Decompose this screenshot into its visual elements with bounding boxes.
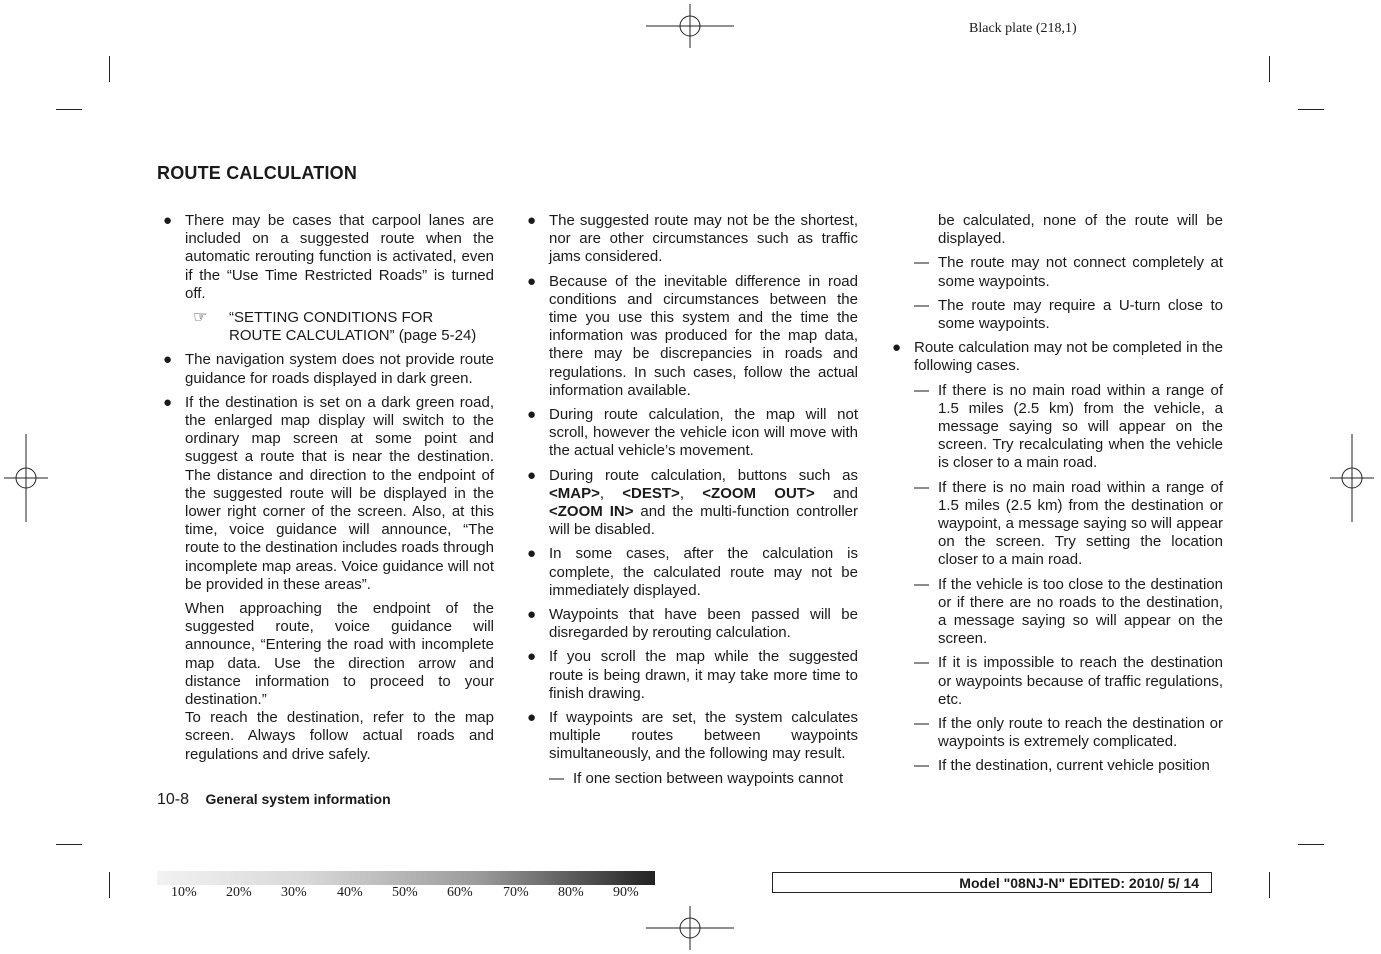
scale-label: 60% xyxy=(447,885,473,900)
key-zoom-out: <ZOOM OUT> xyxy=(702,484,815,502)
sub-item: — If there is no main road within a range of 1.5 miles (2.5 km) from the vehicle, a message saying so will appear on the screen. Try recalculating when the vehicle is closer to a main road. xyxy=(914,381,1223,472)
list-item: ● In some cases, after the calculation is complete, the calculated route may not be immediately displayed. xyxy=(527,545,858,599)
scale-label: 40% xyxy=(337,885,363,900)
key-map: <MAP> xyxy=(549,484,600,502)
registration-mark-icon xyxy=(4,434,48,522)
model-info-box: Model "08NJ-N" EDITED: 2010/ 5/ 14 xyxy=(772,872,1212,893)
list-item: ● If waypoints are set, the system calculates multiple routes between waypoints simultaneously, and the following may result. xyxy=(527,709,858,763)
key-zoom-in: <ZOOM IN> xyxy=(549,503,634,521)
list-item: ● If you scroll the map while the suggested route is being drawn, it may take more time to finish drawing. xyxy=(527,648,858,702)
sub-item: — The route may require a U-turn close to some waypoints. xyxy=(914,296,1223,333)
sub-item: — If the vehicle is too close to the destination or if there are no roads to the destination, a message saying so will appear on the screen. xyxy=(914,575,1223,648)
scale-label: 80% xyxy=(558,885,584,900)
scale-label: 10% xyxy=(171,885,197,900)
scale-label: 20% xyxy=(226,885,252,900)
list-item: ● The suggested route may not be the shortest, nor are other circumstances such as traffic jams considered. xyxy=(527,212,858,266)
paragraph: To reach the destination, refer to the map screen. Always follow actual roads and regulations and drive safely. xyxy=(185,709,494,763)
list-item: ● The navigation system does not provide route guidance for roads displayed in dark green. xyxy=(163,351,494,387)
scale-label: 50% xyxy=(392,885,418,900)
list-item: ● During route calculation, buttons such as <MAP>, <DEST>, <ZOOM OUT> and <ZOOM IN> and the multi-function controller will be disabled. xyxy=(527,466,858,539)
sub-item: — If the only route to reach the destination or waypoints is extremely complicated. xyxy=(914,715,1223,751)
page-title: ROUTE CALCULATION xyxy=(157,163,358,183)
scale-label: 90% xyxy=(613,885,639,900)
paragraph: When approaching the endpoint of the suggested route, voice guidance will announce, “Entering the road with incomplete map data. Use the direction arrow and distance information to proceed to your destination.” xyxy=(185,600,494,709)
pointing-hand-icon: ☞ xyxy=(193,309,208,327)
crop-mark xyxy=(109,872,110,898)
cross-reference: ☞ “SETTING CONDITIONS FOR ROUTE CALCULATION” (page 5-24) xyxy=(193,309,477,345)
sub-item: — The route may not connect completely at some waypoints. xyxy=(914,254,1223,290)
crop-mark xyxy=(1298,109,1324,110)
key-dest: <DEST> xyxy=(622,484,680,502)
column-3 xyxy=(892,212,1223,782)
list-item: ● Because of the inevitable difference in road conditions and circumstances between the time you use this system and the time the information was produced for the map data, there may be discrepancies in roads and regulations. In such cases, follow the actual information available. xyxy=(527,272,858,399)
crop-mark xyxy=(1269,56,1270,82)
crop-mark xyxy=(1298,844,1324,845)
list-item: ● Waypoints that have been passed will be disregarded by rerouting calculation. xyxy=(527,606,858,642)
scale-label: 70% xyxy=(503,885,529,900)
section-name: General system information xyxy=(205,791,391,807)
gray-scale-bar xyxy=(157,871,655,885)
sub-item: — If there is no main road within a range of 1.5 miles (2.5 km) from the destination or waypoint, a message saying so will appear on the screen. Try setting the location closer to a main road. xyxy=(914,478,1223,569)
registration-mark-icon xyxy=(646,4,734,48)
sub-item-continued: be calculated, none of the route will be displayed. xyxy=(938,212,1223,248)
crop-mark xyxy=(56,109,82,110)
plate-label: Black plate (218,1) xyxy=(969,21,1077,36)
column-2 xyxy=(527,212,858,794)
list-item: ● During route calculation, the map will not scroll, however the vehicle icon will move with the actual vehicle’s movement. xyxy=(527,406,858,460)
list-item: ● Route calculation may not be completed in the following cases. xyxy=(892,339,1223,375)
scale-label: 30% xyxy=(281,885,307,900)
sub-item: — If one section between waypoints cannot xyxy=(549,769,844,787)
list-item: ● There may be cases that carpool lanes are included on a suggested route when the automatic rerouting function is activated, even if the “Use Time Restricted Roads” is turned off. xyxy=(163,212,494,302)
page-footer xyxy=(157,791,391,809)
crop-mark xyxy=(109,56,110,82)
registration-mark-icon xyxy=(646,906,734,950)
list-item: ● If the destination is set on a dark green road, the enlarged map display will switch to the ordinary map screen at some point and suggest a route that is near the destination. The distance and direction to the endpoint of the suggested route will be displayed in the lower right corner of the screen. Also, at this time, voice guidance will announce, “The route to the destination includes roads through incomplete map areas. Voice guidance will not be provided in these areas”. xyxy=(163,393,494,593)
crop-mark xyxy=(1269,872,1270,898)
sub-item: — If the destination, current vehicle position xyxy=(914,757,1210,775)
crop-mark xyxy=(56,844,82,845)
sub-item: — If it is impossible to reach the destination or waypoints because of traffic regulations, etc. xyxy=(914,654,1223,708)
column-1 xyxy=(163,212,494,764)
page-number: 10-8 xyxy=(157,791,190,808)
registration-mark-icon xyxy=(1330,434,1374,522)
